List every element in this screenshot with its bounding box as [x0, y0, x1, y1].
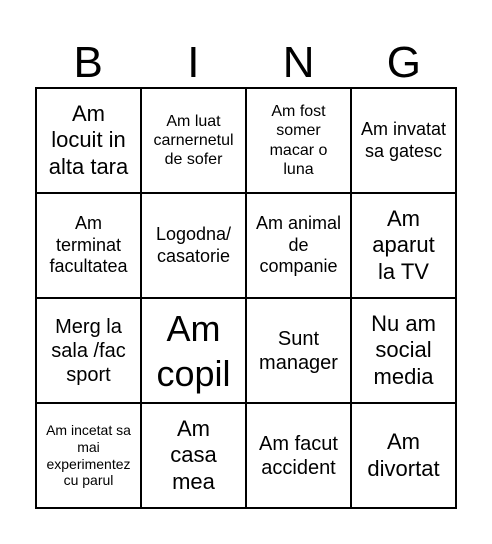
bingo-cell-r1c4[interactable]: [351, 88, 456, 193]
bingo-cell-r3c3[interactable]: [246, 298, 351, 403]
cell-label: Am facut accident: [259, 432, 338, 479]
bingo-cell-r4c4[interactable]: [351, 403, 456, 508]
bingo-cell-r4c2[interactable]: [141, 403, 246, 508]
bingo-cell-r2c2[interactable]: [141, 193, 246, 298]
bingo-cell-r3c2[interactable]: [141, 298, 246, 403]
bingo-cell-r2c1[interactable]: [36, 193, 141, 298]
bingo-cell-r4c3[interactable]: [246, 403, 351, 508]
cell-label: Am animal de companie: [255, 213, 342, 277]
cell-label: Logodna/ casatorie: [155, 223, 232, 266]
cell-label: Am locuit in alta tara: [48, 100, 129, 179]
cell-label: Merg la sala /fac sport: [51, 315, 126, 386]
cell-label: Sunt manager: [259, 327, 338, 374]
header-letter-g: G: [386, 38, 422, 87]
header-letter-n: N: [282, 38, 316, 87]
cell-label: Am aparut la TV: [372, 205, 435, 284]
bingo-cell-r4c1[interactable]: [36, 403, 141, 508]
bingo-cell-r1c1[interactable]: [36, 88, 141, 193]
header-letter-b: B: [73, 38, 104, 87]
cell-label: Am incetat sa mai experimentez cu parul: [46, 421, 131, 489]
bingo-header: [36, 38, 457, 88]
bingo-cell-r2c3[interactable]: [246, 193, 351, 298]
cell-label: Am fost somer macar o luna: [269, 103, 328, 178]
cell-label: Nu am social media: [371, 310, 436, 389]
bingo-cell-r3c4[interactable]: [351, 298, 456, 403]
bingo-card: [35, 87, 457, 509]
bingo-cell-r2c4[interactable]: [351, 193, 456, 298]
cell-label: Am copil: [156, 307, 231, 394]
cell-label: Am luat carnernetul de sofer: [153, 112, 234, 169]
cell-label: Am terminat facultatea: [49, 213, 128, 277]
bingo-cell-r1c2[interactable]: [141, 88, 246, 193]
cell-label: Am invatat sa gatesc: [360, 118, 447, 161]
header-letter-i: I: [187, 38, 201, 87]
bingo-cell-r1c3[interactable]: [246, 88, 351, 193]
cell-label: Am divortat: [367, 429, 440, 481]
cell-label: Am casa mea: [170, 415, 217, 494]
bingo-cell-r3c1[interactable]: [36, 298, 141, 403]
